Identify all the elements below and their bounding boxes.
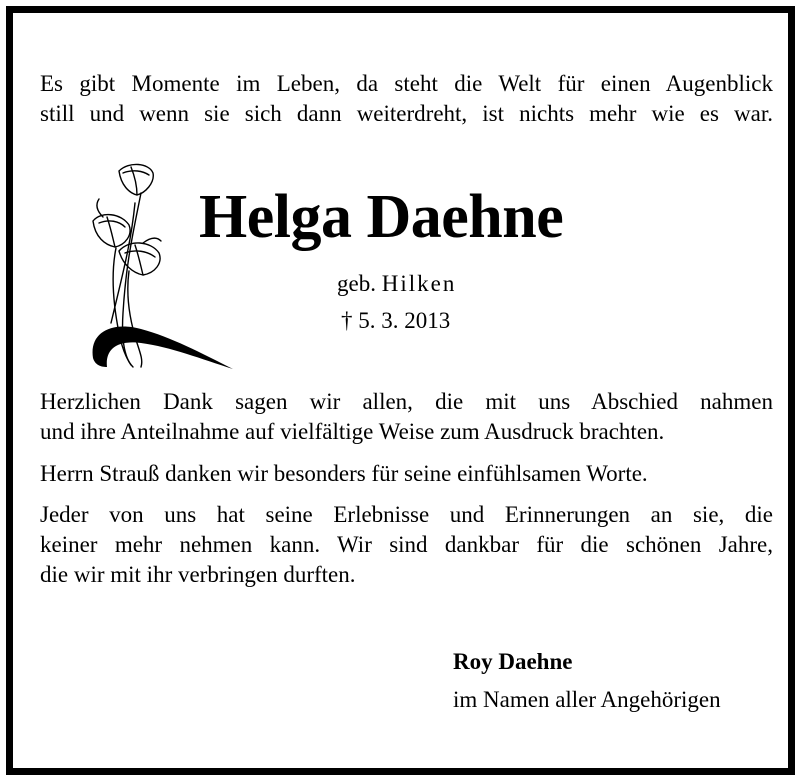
memories-line: die wir mit ihr verbringen durften. <box>40 562 356 587</box>
intro-line: still und wenn sie sich dann weiterdreht, ist nichts mehr wie es war. <box>40 101 773 126</box>
memories-line: keiner mehr nehmen kann. Wir sind dankbar für die schönen Jahre, <box>40 532 773 557</box>
deceased-name: Helga Daehne <box>199 183 564 251</box>
death-date: † 5. 3. 2013 <box>341 308 451 333</box>
special-thanks-paragraph: Herrn Strauß danken wir besonders für seine einfühlsamen Worte. <box>40 461 648 486</box>
signer-name: Roy Daehne <box>453 649 573 674</box>
birth-name-prefix: geb. <box>337 271 376 296</box>
thanks-line: und ihre Anteilnahme auf vielfältige Weise zum Ausdruck brachten. <box>40 419 665 444</box>
memories-line: Jeder von uns hat seine Erlebnisse und Erinnerungen an sie, die <box>40 502 773 527</box>
intro-quote <box>40 69 773 129</box>
notice-content <box>13 13 788 768</box>
birth-name: Hilken <box>381 271 457 296</box>
intro-line: Es gibt Momente im Leben, da steht die Welt für einen Augenblick <box>40 71 773 96</box>
thanks-paragraph <box>40 387 773 447</box>
signature-block <box>453 643 721 719</box>
signer-note: im Namen aller Angehörigen <box>453 687 721 712</box>
thanks-line: Herzlichen Dank sagen wir allen, die mit uns Abschied nahmen <box>40 389 773 414</box>
birth-name-line <box>337 269 456 299</box>
obituary-notice <box>6 6 795 775</box>
memories-paragraph <box>40 500 773 590</box>
